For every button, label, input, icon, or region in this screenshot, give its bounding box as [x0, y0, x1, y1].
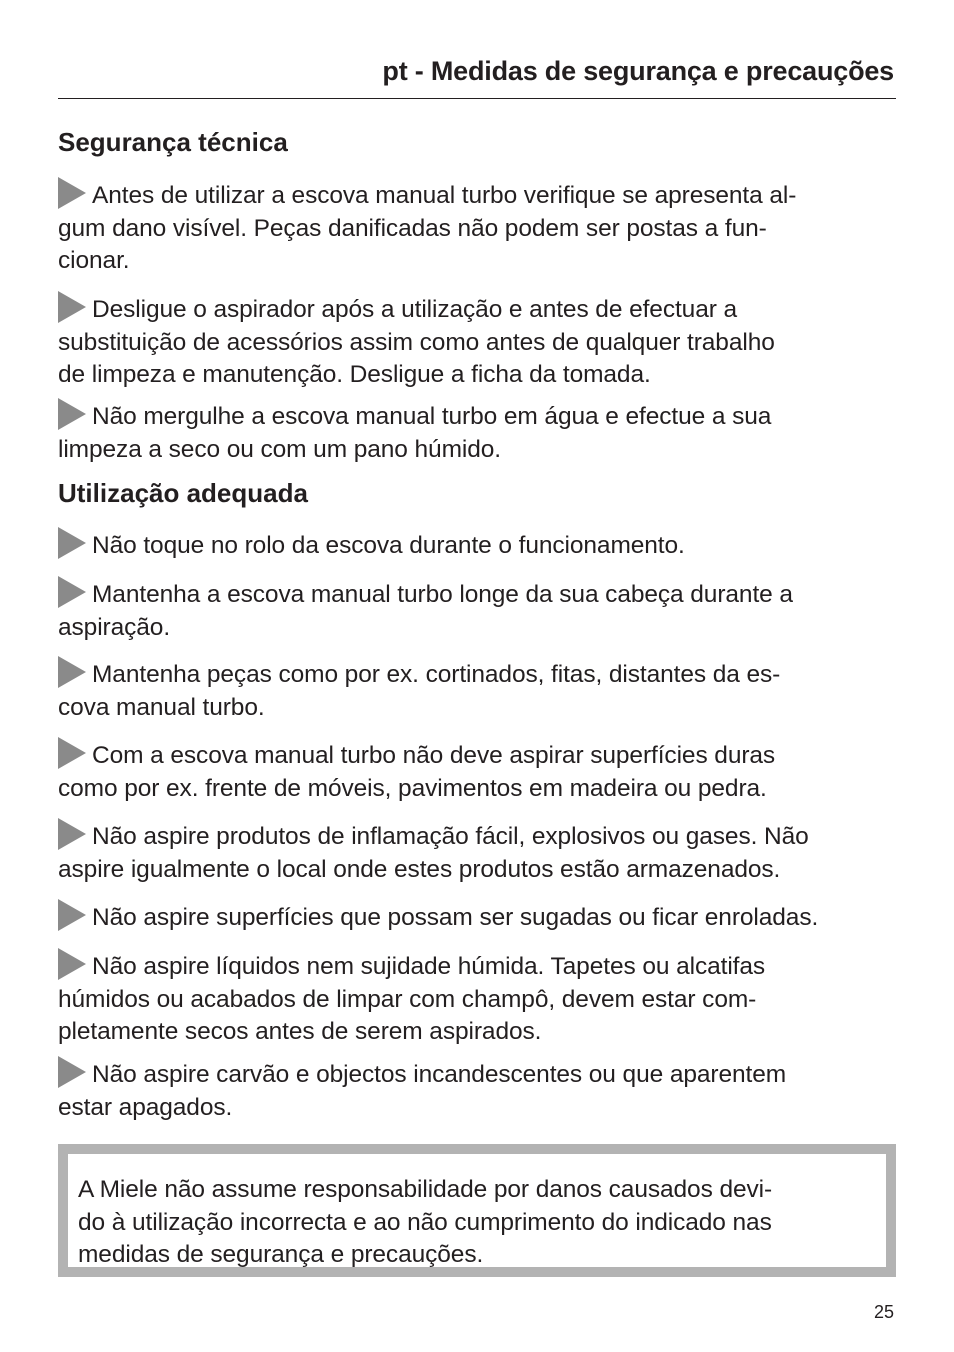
- item-line: Desligue o aspirador após a utilização e antes de efectuar a: [58, 291, 896, 327]
- list-item: [58, 899, 896, 935]
- item-line: cova manual turbo.: [58, 693, 265, 721]
- list-item: [58, 656, 896, 724]
- item-line: estar apagados.: [58, 1093, 233, 1121]
- triangle-bullet-icon: [58, 398, 86, 430]
- item-line: aspiração.: [58, 613, 171, 641]
- triangle-bullet-icon: [58, 818, 86, 850]
- item-line: Não aspire produtos de inflamação fácil, explosivos ou gases. Não: [58, 818, 896, 854]
- notice-line: A Miele não assume responsabilidade por danos causados devi-: [78, 1176, 773, 1203]
- triangle-bullet-icon: [58, 737, 86, 769]
- item-line: Não aspire carvão e objectos incandescentes ou que aparentem: [58, 1056, 896, 1092]
- liability-notice-box: [58, 1144, 896, 1277]
- item-line: Mantenha peças como por ex. cortinados, fitas, distantes da es-: [58, 656, 896, 692]
- item-line: gum dano visível. Peças danificadas não podem ser postas a fun-: [58, 214, 767, 242]
- triangle-bullet-icon: [58, 899, 86, 931]
- triangle-bullet-icon: [58, 177, 86, 209]
- item-line: Não mergulhe a escova manual turbo em água e efectue a sua: [58, 398, 896, 434]
- item-line: como por ex. frente de móveis, pavimentos em madeira ou pedra.: [58, 774, 767, 802]
- notice-line: do à utilização incorrecta e ao não cumprimento do indicado nas: [78, 1208, 772, 1236]
- manual-page: [58, 0, 896, 1352]
- notice-inner: [68, 1154, 886, 1267]
- notice-text: [78, 1174, 772, 1272]
- list-item: [58, 948, 896, 1049]
- triangle-bullet-icon: [58, 527, 86, 559]
- page-header: [58, 52, 896, 99]
- section-title-proper-use: Utilização adequada: [58, 478, 308, 508]
- item-line: Antes de utilizar a escova manual turbo verifique se apresenta al-: [58, 177, 896, 213]
- item-line: Não aspire superfícies que possam ser sugadas ou ficar enroladas.: [58, 899, 896, 935]
- triangle-bullet-icon: [58, 656, 86, 688]
- triangle-bullet-icon: [58, 1056, 86, 1088]
- list-item: [58, 1056, 896, 1124]
- list-item: [58, 818, 896, 886]
- item-line: de limpeza e manutenção. Desligue a ficha da tomada.: [58, 361, 651, 388]
- notice-line: medidas de segurança e precauções.: [78, 1241, 484, 1268]
- page-header-title: pt - Medidas de segurança e precauções: [382, 56, 894, 86]
- item-line: limpeza a seco ou com um pano húmido.: [58, 435, 501, 463]
- item-line: Com a escova manual turbo não deve aspirar superfícies duras: [58, 737, 896, 773]
- list-item: [58, 398, 896, 466]
- list-item: [58, 177, 896, 278]
- item-line: pletamente secos antes de serem aspirados.: [58, 1018, 542, 1045]
- triangle-bullet-icon: [58, 948, 86, 980]
- list-item: [58, 576, 896, 644]
- item-line: substituição de acessórios assim como antes de qualquer trabalho: [58, 328, 775, 356]
- list-item: [58, 527, 896, 563]
- triangle-bullet-icon: [58, 291, 86, 323]
- item-line: Não aspire líquidos nem sujidade húmida. Tapetes ou alcatifas: [58, 948, 896, 984]
- page-number: 25: [873, 1302, 894, 1322]
- list-item: [58, 737, 896, 805]
- list-item: [58, 291, 896, 392]
- item-line: aspire igualmente o local onde estes produtos estão armazenados.: [58, 855, 781, 883]
- item-line: Não toque no rolo da escova durante o funcionamento.: [58, 527, 896, 563]
- item-line: Mantenha a escova manual turbo longe da sua cabeça durante a: [58, 576, 896, 612]
- triangle-bullet-icon: [58, 576, 86, 608]
- section-title-technical-safety: Segurança técnica: [58, 127, 288, 157]
- item-line: húmidos ou acabados de limpar com champô, devem estar com-: [58, 985, 757, 1013]
- item-line: cionar.: [58, 247, 130, 274]
